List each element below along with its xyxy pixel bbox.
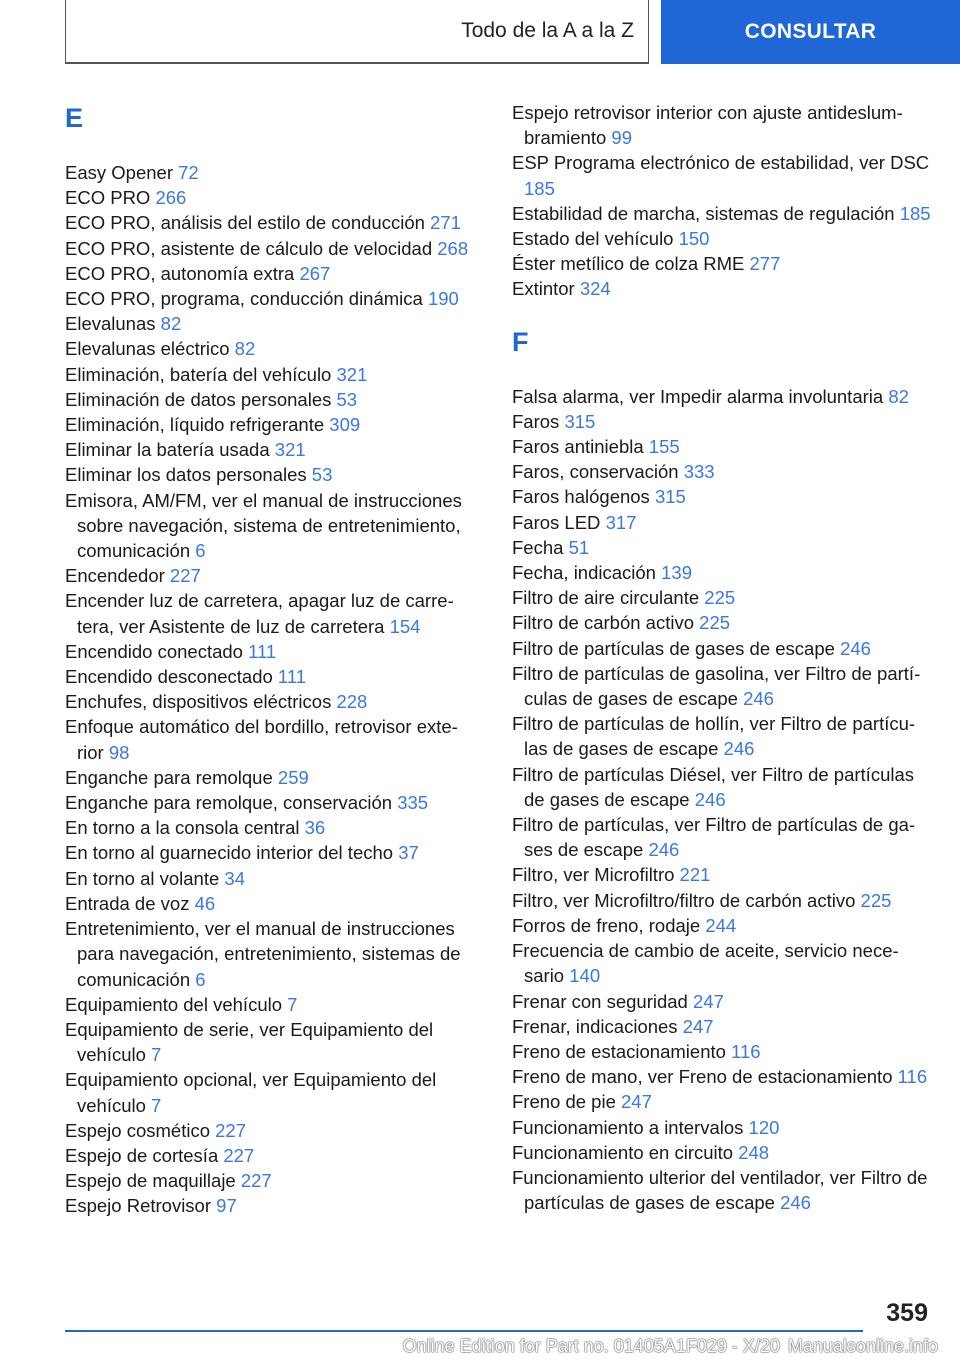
- page-link[interactable]: 244: [705, 914, 737, 936]
- index-entry: [65, 311, 475, 336]
- entry-text: Enfoque automático del bordillo, retrovisor exterior: [65, 716, 458, 763]
- index-entry: [65, 1193, 475, 1218]
- page-link[interactable]: 120: [748, 1116, 780, 1138]
- index-entry: [512, 150, 932, 200]
- index-entry: [65, 286, 475, 311]
- page-link[interactable]: 324: [579, 278, 611, 300]
- entry-text: Enchufes, dispositivos eléctricos: [65, 691, 332, 713]
- entry-text: Filtro de carbón activo: [512, 612, 695, 634]
- index-entry: [65, 815, 475, 840]
- page-link[interactable]: 46: [194, 892, 216, 914]
- index-entry: [512, 711, 932, 761]
- page-link[interactable]: 335: [397, 792, 429, 814]
- index-entry: [512, 862, 932, 887]
- entry-text: Enganche para remolque: [65, 766, 273, 788]
- page-link[interactable]: 227: [169, 565, 201, 587]
- entry-text: Estabilidad de marcha, sistemas de regulación: [512, 202, 895, 224]
- index-entry: [512, 384, 932, 409]
- entry-text: ESP Programa electrónico de estabilidad, ver DSC: [512, 152, 930, 174]
- entry-text: Filtro de partículas de hollín, ver Filtro de partículas de gases de escape: [512, 713, 916, 760]
- page-link[interactable]: 246: [694, 788, 726, 810]
- entry-text: Espejo de maquillaje: [65, 1170, 236, 1192]
- page-link[interactable]: 155: [648, 436, 680, 458]
- index-entry: [65, 488, 475, 564]
- entry-text: Equipamiento opcional, ver Equipamiento del vehículo: [65, 1069, 437, 1116]
- entry-text: Entretenimiento, ver el manual de instrucciones para navegación, entretenimiento, sistemas de comunicación: [65, 918, 461, 990]
- entry-text: En torno a la consola central: [65, 817, 300, 839]
- page-link[interactable]: 315: [654, 486, 686, 508]
- index-entry: [65, 563, 475, 588]
- page-link[interactable]: 268: [437, 237, 469, 259]
- entry-text: Filtro, ver Microfiltro/filtro de carbón activo: [512, 889, 856, 911]
- index-entry: [65, 387, 475, 412]
- entry-text: Faros: [512, 410, 560, 432]
- entry-text: Frecuencia de cambio de aceite, servicio necesario: [512, 940, 899, 987]
- entry-text: Funcionamiento ulterior del ventilador, ver Filtro de partículas de gases de escape: [512, 1166, 928, 1214]
- page-link[interactable]: 315: [564, 410, 596, 432]
- entry-text: Faros, conservación: [512, 461, 679, 483]
- page-link[interactable]: 99: [611, 127, 632, 149]
- index-entry: [65, 336, 475, 361]
- index-entry: [65, 588, 475, 638]
- index-entry: [512, 1140, 932, 1165]
- index-entry: [512, 636, 932, 661]
- index-entry: [512, 913, 932, 938]
- page-link[interactable]: 116: [897, 1066, 928, 1088]
- page-link[interactable]: 140: [569, 965, 601, 987]
- footer-edition: Online Edition for Part no. 01405A1F029 - X/20: [402, 1336, 780, 1356]
- page-link[interactable]: 7: [151, 1094, 162, 1116]
- entry-text: Espejo Retrovisor: [65, 1195, 212, 1217]
- entry-text: Equipamiento de serie, ver Equipamiento del vehículo: [65, 1018, 434, 1066]
- page-link[interactable]: 246: [723, 738, 755, 760]
- entry-text: Filtro de partículas, ver Filtro de partículas de gases de escape: [512, 814, 916, 861]
- section-letter-e: E: [65, 103, 84, 133]
- index-entry: [65, 1017, 475, 1067]
- index-entry: [512, 938, 932, 988]
- index-entry: [65, 916, 475, 992]
- index-entry: [512, 100, 932, 150]
- index-entry: [65, 1168, 475, 1193]
- page-link[interactable]: 277: [749, 253, 781, 275]
- index-entry: [65, 210, 475, 235]
- index-entry: [65, 866, 475, 891]
- entry-text: Eliminar los datos personales: [65, 464, 307, 486]
- page-link[interactable]: 221: [679, 864, 711, 886]
- index-entry: [65, 639, 475, 664]
- tab-consultar[interactable]: CONSULTAR: [661, 0, 960, 64]
- index-entry: [512, 888, 932, 913]
- entry-text: Fecha: [512, 536, 564, 558]
- footer-brand: Manualsonline.info: [787, 1336, 938, 1356]
- entry-text: Eliminación de datos personales: [65, 388, 332, 410]
- page-link[interactable]: 51: [568, 536, 590, 558]
- entry-text: Freno de pie: [512, 1091, 616, 1113]
- entry-text: ECO PRO, asistente de cálculo de velocidad: [65, 237, 433, 259]
- index-entry: [512, 1064, 932, 1089]
- index-entry: [65, 1143, 475, 1168]
- page-link[interactable]: 246: [743, 688, 774, 710]
- page-link[interactable]: 111: [248, 640, 277, 662]
- page-link[interactable]: 185: [524, 177, 555, 199]
- index-entry: [512, 560, 932, 585]
- index-entry: [512, 484, 932, 509]
- index-entry: [65, 462, 475, 487]
- page-link[interactable]: 34: [224, 867, 245, 889]
- index-entry: [512, 661, 932, 711]
- page-link[interactable]: 6: [195, 968, 206, 990]
- page-link[interactable]: 37: [398, 842, 419, 864]
- footer-divider: [65, 1330, 863, 1332]
- entry-text: Filtro, ver Microfiltro: [512, 864, 675, 886]
- entry-text: Filtro de partículas de gasolina, ver Filtro de partículas de gases de escape: [512, 662, 921, 710]
- index-entry: [512, 762, 932, 812]
- entry-text: Encender luz de carretera, apagar luz de carretera, ver Asistente de luz de carretera: [65, 590, 454, 637]
- index-column-right: [512, 100, 932, 1215]
- entry-text: En torno al volante: [65, 867, 220, 889]
- page-number: 359: [886, 1299, 928, 1327]
- entry-text: Faros LED: [512, 511, 601, 533]
- page-link[interactable]: 150: [678, 228, 710, 250]
- page-link[interactable]: 321: [336, 363, 368, 385]
- index-entry: [65, 437, 475, 462]
- page-link[interactable]: 53: [311, 464, 333, 486]
- index-entry: [512, 226, 932, 251]
- index-entry: [65, 160, 475, 185]
- index-entry: [65, 689, 475, 714]
- index-entry: [512, 610, 932, 635]
- index-entry: [65, 891, 475, 916]
- page-link[interactable]: 116: [731, 1040, 761, 1062]
- entry-text: ECO PRO, análisis del estilo de conducción: [65, 212, 425, 234]
- entry-text: En torno al guarnecido interior del techo: [65, 842, 394, 864]
- page-link[interactable]: 271: [430, 212, 461, 234]
- index-entry: [65, 790, 475, 815]
- entry-text: Encendedor: [65, 565, 165, 587]
- entry-text: Encendido desconectado: [65, 666, 273, 688]
- entry-text: Funcionamiento a intervalos: [512, 1116, 744, 1138]
- index-entry: [65, 412, 475, 437]
- index-entry: [512, 276, 932, 301]
- entry-text: ECO PRO: [65, 187, 151, 209]
- entry-text: Easy Opener: [65, 162, 173, 183]
- entry-text: ECO PRO, autonomía extra: [65, 262, 295, 284]
- header-tabs: [65, 0, 960, 64]
- page-link[interactable]: 225: [704, 587, 736, 609]
- page-link[interactable]: 185: [899, 202, 931, 224]
- index-entry: [512, 1039, 932, 1064]
- entry-text: Eliminación, líquido refrigerante: [65, 414, 325, 436]
- index-entry: [65, 236, 475, 261]
- entry-text: Equipamiento del vehículo: [65, 993, 283, 1015]
- index-entry: [65, 765, 475, 790]
- page-link[interactable]: 36: [304, 817, 326, 839]
- page-link[interactable]: 82: [160, 313, 182, 335]
- entry-text: Espejo de cortesía: [65, 1144, 219, 1166]
- index-list-e: [65, 160, 475, 1219]
- index-entry: [512, 201, 932, 226]
- index-entry: [512, 812, 932, 862]
- section-letter-f: F: [512, 326, 529, 357]
- entry-text: Frenar, indicaciones: [512, 1015, 678, 1037]
- page-link[interactable]: 97: [216, 1195, 237, 1217]
- index-entry: [512, 1089, 932, 1114]
- page-link[interactable]: 266: [155, 187, 187, 209]
- entry-text: Freno de estacionamiento: [512, 1040, 726, 1062]
- page-link[interactable]: 225: [860, 889, 892, 911]
- page-link[interactable]: 246: [780, 1192, 811, 1214]
- page-link[interactable]: 247: [621, 1091, 652, 1113]
- page-link[interactable]: 154: [389, 615, 421, 637]
- entry-text: Estado del vehículo: [512, 228, 674, 250]
- page-link[interactable]: 248: [738, 1141, 770, 1163]
- entry-text: Filtro de partículas de gases de escape: [512, 637, 835, 659]
- index-entry: [65, 185, 475, 210]
- page-link[interactable]: 227: [240, 1170, 272, 1192]
- entry-text: ECO PRO, programa, conducción dinámica: [65, 288, 423, 310]
- index-column-left: [65, 100, 475, 1219]
- entry-text: Emisora, AM/FM, ver el manual de instrucciones sobre navegación, sistema de entretenimiento, comunicación: [65, 489, 462, 562]
- page-link[interactable]: 7: [151, 1044, 162, 1066]
- index-entry: [512, 535, 932, 560]
- index-list-f: [512, 384, 932, 1216]
- page-link[interactable]: 246: [648, 839, 680, 861]
- entry-text: Elevalunas eléctrico: [65, 338, 230, 360]
- entry-text: Éster metílico de colza RME: [512, 253, 745, 275]
- index-entry: [65, 714, 475, 764]
- entry-text: Faros halógenos: [512, 486, 650, 508]
- index-entry: [65, 664, 475, 689]
- entry-text: Frenar con seguridad: [512, 990, 688, 1012]
- footer: [0, 1336, 960, 1362]
- page-link[interactable]: 72: [178, 162, 199, 183]
- entry-text: Entrada de voz: [65, 892, 190, 914]
- entry-text: Funcionamiento en circuito: [512, 1141, 734, 1163]
- page-link[interactable]: 227: [215, 1119, 246, 1141]
- page-link[interactable]: 246: [840, 637, 871, 659]
- index-entry: [65, 992, 475, 1017]
- entry-text: Filtro de partículas Diésel, ver Filtro de partículas de gases de escape: [512, 763, 915, 810]
- page-link[interactable]: 259: [277, 766, 309, 788]
- index-list-e-continued: [512, 100, 932, 302]
- page-link[interactable]: 333: [683, 461, 715, 483]
- page-link[interactable]: 247: [693, 990, 724, 1012]
- entry-text: Forros de freno, rodaje: [512, 914, 701, 936]
- page-link[interactable]: 309: [329, 414, 361, 436]
- entry-text: Enganche para remolque, conservación: [65, 792, 393, 814]
- index-entry: [65, 362, 475, 387]
- entry-text: Fecha, indicación: [512, 562, 656, 584]
- entry-text: Eliminación, batería del vehículo: [65, 363, 332, 385]
- entry-text: Freno de mano, ver Freno de estacionamiento: [512, 1066, 893, 1088]
- page-link[interactable]: 227: [223, 1144, 255, 1166]
- index-entry: [512, 409, 932, 434]
- page-link[interactable]: 6: [195, 540, 206, 562]
- page-link[interactable]: 321: [274, 439, 306, 461]
- page-link[interactable]: 98: [108, 741, 130, 763]
- index-entry: [512, 434, 932, 459]
- index-entry: [512, 1115, 932, 1140]
- entry-text: Filtro de aire circulante: [512, 587, 700, 609]
- page-link[interactable]: 111: [277, 666, 307, 688]
- index-entry: [65, 261, 475, 286]
- index-entry: [512, 510, 932, 535]
- page-link[interactable]: 267: [299, 262, 331, 284]
- index-entry: [512, 1014, 932, 1039]
- entry-text: Espejo retrovisor interior con ajuste antideslumbramiento: [512, 102, 903, 149]
- entry-text: Extintor: [512, 278, 575, 300]
- page-link[interactable]: 190: [427, 288, 459, 310]
- entry-text: Espejo cosmético: [65, 1119, 210, 1141]
- page-link[interactable]: 82: [888, 385, 909, 407]
- index-entry: [512, 989, 932, 1014]
- entry-text: Faros antiniebla: [512, 436, 644, 458]
- entry-text: Elevalunas: [65, 313, 156, 335]
- index-entry: [512, 251, 932, 276]
- entry-text: Falsa alarma, ver Impedir alarma involuntaria: [512, 385, 884, 407]
- page-link[interactable]: 228: [336, 691, 368, 713]
- page-link[interactable]: 225: [699, 612, 731, 634]
- index-entry: [512, 459, 932, 484]
- index-entry: [65, 1067, 475, 1117]
- tab-a-to-z[interactable]: Todo de la A a la Z: [65, 0, 649, 64]
- index-entry: [65, 840, 475, 865]
- index-entry: [65, 1118, 475, 1143]
- page-link[interactable]: 139: [661, 562, 692, 584]
- index-entry: [512, 1165, 932, 1215]
- page-link[interactable]: 317: [605, 511, 637, 533]
- page-link[interactable]: 82: [234, 338, 256, 360]
- entry-text: Encendido conectado: [65, 640, 243, 662]
- page-link[interactable]: 7: [287, 993, 298, 1015]
- page-link[interactable]: 247: [682, 1015, 714, 1037]
- page-link[interactable]: 53: [336, 388, 358, 410]
- entry-text: Eliminar la batería usada: [65, 439, 270, 461]
- index-entry: [512, 585, 932, 610]
